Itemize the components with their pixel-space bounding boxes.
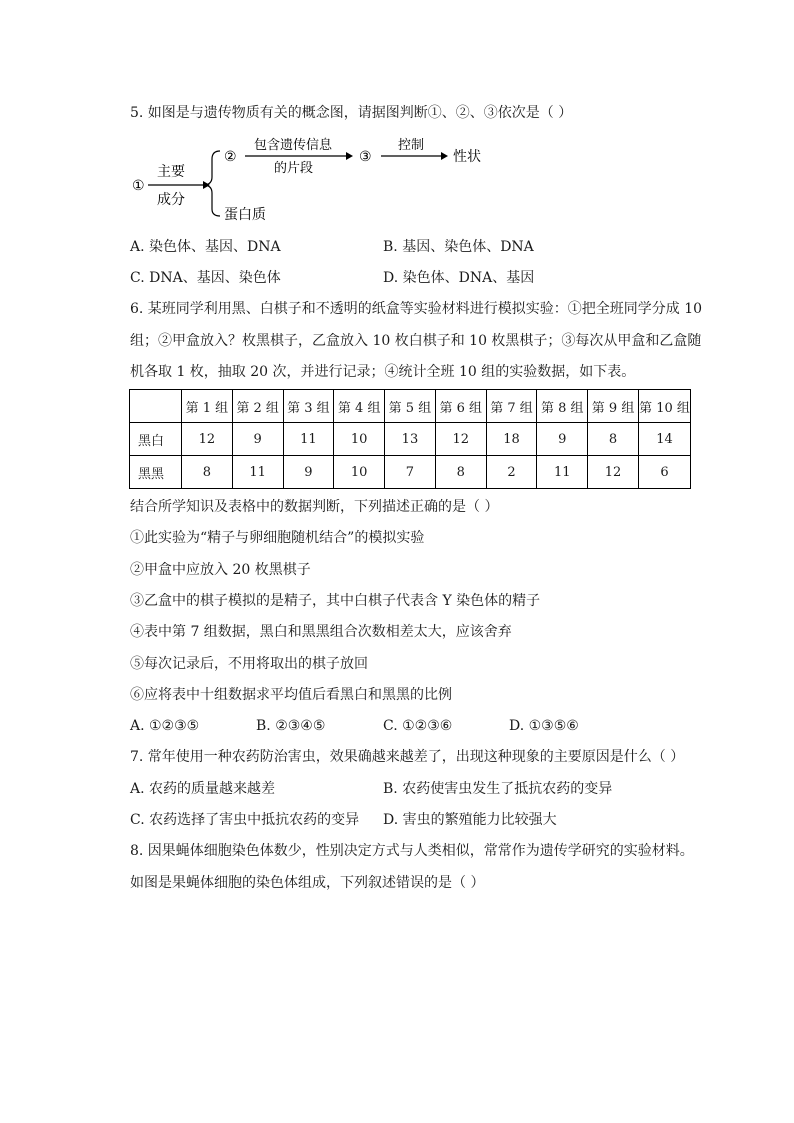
table-header-cell: 第 10 组 [639,390,691,423]
q5-option-a: A. 染色体、基因、DNA [130,239,281,255]
arrow-3-label-top: 控制 [398,138,425,153]
table-cell: 11 [283,423,334,456]
table-cell: 12 [588,456,639,489]
node-2: ② [224,149,237,165]
table-cell: 2 [486,456,537,489]
node-3: ③ [359,149,372,165]
q6-option-c: C. ①②③⑥ [383,718,453,734]
node-1: ① [132,178,145,194]
table-cell: 8 [182,456,233,489]
q6-stem-line-2: 组；②甲盒放入？枚黑棋子，乙盒放入 10 枚白棋子和 10 枚黑棋子；③每次从甲盒和乙盒随 [130,333,702,349]
q5-option-b: B. 基因、染色体、DNA [383,239,534,255]
q6-statement-1: ①此实验为“精子与卵细胞随机结合”的模拟实验 [130,530,425,546]
q7-option-a: A. 农药的质量越来越差 [130,781,276,797]
q7-option-c: C. 农药选择了害虫中抵抗农药的变异 [130,812,360,828]
arrow-2-head [346,152,353,160]
table-cell: 6 [639,456,691,489]
table-header-cell: 第 1 组 [182,390,233,423]
q8-stem-line-2: 如图是果蝇体细胞的染色体组成，下列叙述错误的是（ ） [130,875,485,891]
table-cell: 11 [232,456,283,489]
arrow-1-label-bottom: 成分 [157,192,185,208]
table-header-cell: 第 7 组 [486,390,537,423]
q7-stem: 7. 常年使用一种农药防治害虫，效果确越来越差了，出现这种现象的主要原因是什么（ ） [130,749,685,765]
q6-statement-2: ②甲盒中应放入 20 枚黑棋子 [130,562,311,578]
table-row-black-white [130,423,691,456]
table-cell: 9 [283,456,334,489]
experiment-table [129,389,691,489]
node-protein: 蛋白质 [224,207,266,223]
table-header-cell [130,390,182,423]
table-cell: 12 [435,423,486,456]
q6-option-a: A. ①②③⑤ [130,718,200,734]
q6-option-d: D. ①③⑤⑥ [509,718,579,734]
table-header-cell: 第 3 组 [283,390,334,423]
table-cell: 18 [486,423,537,456]
concept-map-svg [128,133,508,233]
arrow-1-label-top: 主要 [157,164,185,180]
q5-option-d: D. 染色体、DNA、基因 [383,270,535,286]
table-cell: 14 [639,423,691,456]
table-header-cell: 第 8 组 [537,390,588,423]
table-header-cell: 第 2 组 [232,390,283,423]
table-cell: 10 [334,423,385,456]
table-cell: 9 [232,423,283,456]
table-row-label: 黑白 [130,423,182,456]
table-cell: 11 [537,456,588,489]
table-cell: 7 [385,456,436,489]
concept-map [128,133,508,237]
q5-stem: 5. 如图是与遗传物质有关的概念图，请据图判断①、②、③依次是（ ） [130,105,573,121]
table-cell: 13 [385,423,436,456]
q6-statement-4: ④表中第 7 组数据，黑白和黑黑组合次数相差太大，应该舍弃 [130,624,512,640]
table-row-label: 黑黑 [130,456,182,489]
table-cell: 8 [588,423,639,456]
q7-option-b: B. 农药使害虫发生了抵抗农药的变异 [383,781,613,797]
q6-stem-line-3: 机各取 1 枚，抽取 20 次，并进行记录；④统计全班 10 组的实验数据，如下表。 [130,364,636,380]
node-4: 性状 [453,149,481,165]
q5-option-c: C. DNA、基因、染色体 [130,270,281,286]
table-cell: 12 [182,423,233,456]
arrow-3-head [441,152,448,160]
q8-stem-line-1: 8. 因果蝇体细胞染色体数少，性别决定方式与人类相似，常常作为遗传学研究的实验材料。 [130,843,694,859]
table-header-row [130,390,691,423]
q7-option-d: D. 害虫的繁殖能力比较强大 [383,812,557,828]
q6-stem-line-1: 6. 某班同学利用黑、白棋子和不透明的纸盒等实验材料进行模拟实验：①把全班同学分成 10 [130,301,703,317]
table-header-cell: 第 9 组 [588,390,639,423]
arrow-2-label-top: 包含遗传信息 [254,138,333,153]
table-cell: 8 [435,456,486,489]
q6-prompt: 结合所学知识及表格中的数据判断，下列描述正确的是（ ） [130,499,499,515]
q6-option-b: B. ②③④⑤ [256,718,326,734]
table-cell: 10 [334,456,385,489]
q6-statement-3: ③乙盒中的棋子模拟的是精子，其中白棋子代表含 Y 染色体的精子 [130,593,541,609]
q6-statement-6: ⑥应将表中十组数据求平均值后看黑白和黑黑的比例 [130,687,452,703]
table-row-black-black [130,456,691,489]
q6-statement-5: ⑤每次记录后，不用将取出的棋子放回 [130,656,368,672]
table-header-cell: 第 6 组 [435,390,486,423]
table-header-cell: 第 4 组 [334,390,385,423]
table-cell: 9 [537,423,588,456]
arrow-2-label-bottom: 的片段 [274,161,314,176]
table-header-cell: 第 5 组 [385,390,436,423]
